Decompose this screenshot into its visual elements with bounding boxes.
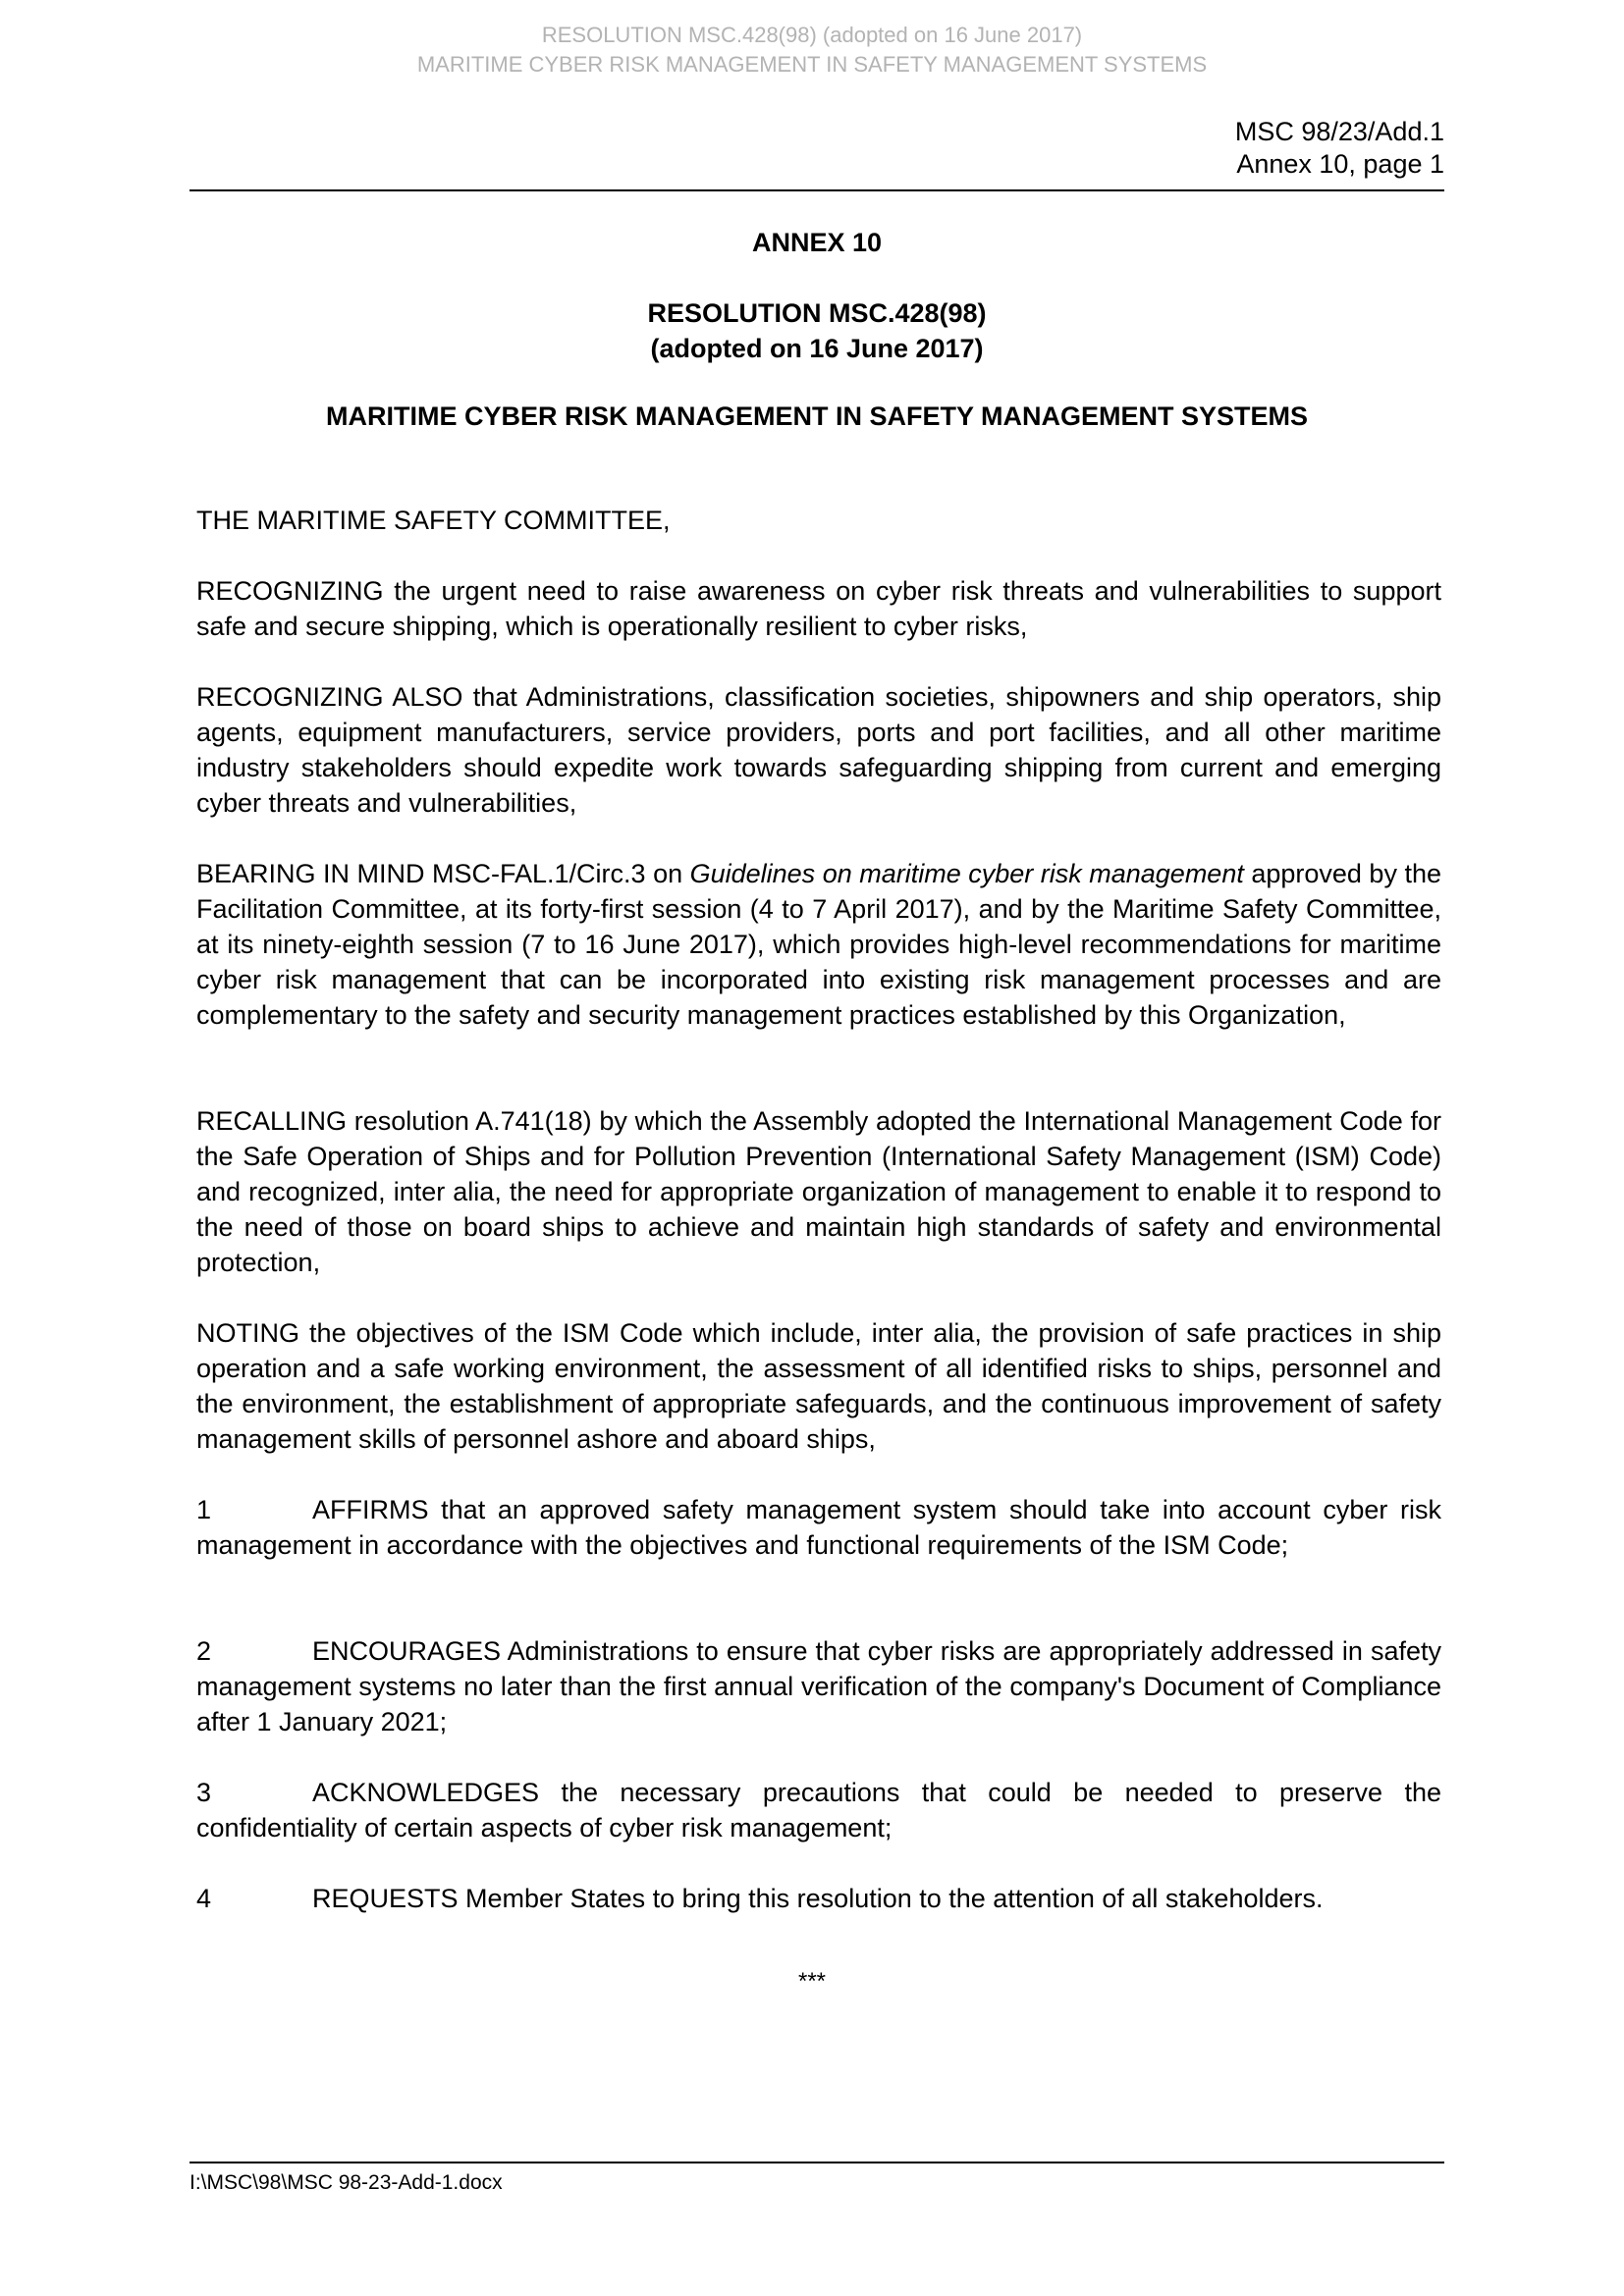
adoption-date: (adopted on 16 June 2017) <box>650 334 984 363</box>
preamble-paragraph-5: NOTING the objectives of the ISM Code which include, inter alia, the provision of safe practices in ship operation and a safe working environment, the assessment of all identified risks to ships, personnel and the environment, the establishment of appropriate safeguards, and the continuous improvement of safety management skills of personnel ashore and aboard ships, <box>196 1318 1441 1454</box>
operative-paragraph-2 <box>196 1633 1441 1739</box>
running-head-line-1: RESOLUTION MSC.428(98) (adopted on 16 June 2017) <box>541 23 1083 47</box>
operative-paragraph-4 <box>196 1881 1441 1916</box>
footer-file-path: I:\MSC\98\MSC 98-23-Add-1.docx <box>189 2171 503 2194</box>
resolution-number: RESOLUTION MSC.428(98) <box>647 298 987 328</box>
doc-ref-page: Annex 10, page 1 <box>1236 149 1444 179</box>
preamble-3-lead: BEARING IN MIND MSC-FAL.1/Circ.3 on <box>196 859 690 888</box>
preamble-paragraph-3 <box>196 856 1441 1033</box>
running-head-line-2: MARITIME CYBER RISK MANAGEMENT IN SAFETY MANAGEMENT SYSTEMS <box>416 52 1208 77</box>
operative-paragraph-3 <box>196 1775 1441 1845</box>
preamble-paragraph-1: RECOGNIZING the urgent need to raise awareness on cyber risk threats and vulnerabilities to support safe and secure shipping, which is operationally resilient to cyber risks, <box>196 576 1441 641</box>
preamble-paragraph-4: RECALLING resolution A.741(18) by which the Assembly adopted the International Management Code for the Safe Operation of Ships and for Pollution Prevention (International Safety Management (ISM) Code) and recognized, inter alia, the need for appropriate organization of management to enable it to respond to the need of those on board ships to achieve and maintain high standards of safety and environmental protection, <box>196 1106 1441 1277</box>
paragraph-number: 3 <box>196 1778 212 1807</box>
paragraph-number: 1 <box>196 1495 212 1524</box>
doc-ref-symbol: MSC 98/23/Add.1 <box>1234 117 1444 146</box>
header-divider <box>189 189 1444 191</box>
resolution-subject-title: MARITIME CYBER RISK MANAGEMENT IN SAFETY MANAGEMENT SYSTEMS <box>325 401 1309 431</box>
committee-heading: THE MARITIME SAFETY COMMITTEE, <box>196 506 671 535</box>
paragraph-number: 2 <box>196 1636 212 1666</box>
annex-title: ANNEX 10 <box>751 228 883 257</box>
operative-paragraph-1 <box>196 1492 1441 1563</box>
footer-divider <box>189 2162 1444 2163</box>
paragraph-text: ENCOURAGES Administrations to ensure that cyber risks are appropriately addressed in safety management systems no later than the first annual verification of the company's Document of Compliance after 1 January 2021; <box>196 1636 1441 1736</box>
document-reference <box>1235 116 1444 181</box>
paragraph-text: REQUESTS Member States to bring this resolution to the attention of all stakeholders. <box>312 1884 1324 1913</box>
preamble-3-rest: approved by the Facilitation Committee, at its forty-first session (4 to 7 April 2017), and by the Maritime Safety Committee, at its ninety-eighth session (7 to 16 June 2017), which provides high-level recommendations for maritime cyber risk management that can be incorporated into existing risk management processes and are complementary to the safety and security management practices established by this Organization, <box>196 859 1441 1030</box>
paragraph-text: ACKNOWLEDGES the necessary precautions that could be needed to preserve the confidentiality of certain aspects of cyber risk management; <box>196 1778 1441 1842</box>
guidelines-title: Guidelines on maritime cyber risk management <box>689 859 1244 888</box>
preamble-paragraph-2: RECOGNIZING ALSO that Administrations, classification societies, shipowners and ship operators, ship agents, equipment manufacturers, service providers, ports and port facilities, and all other maritime industry stakeholders should expedite work towards safeguarding shipping from current and emerging cyber threats and vulnerabilities, <box>196 682 1441 818</box>
paragraph-text: AFFIRMS that an approved safety management system should take into account cyber risk management in accordance with the objectives and functional requirements of the ISM Code; <box>196 1495 1441 1560</box>
paragraph-number: 4 <box>196 1884 212 1913</box>
end-of-text-mark: *** <box>797 1968 827 1995</box>
